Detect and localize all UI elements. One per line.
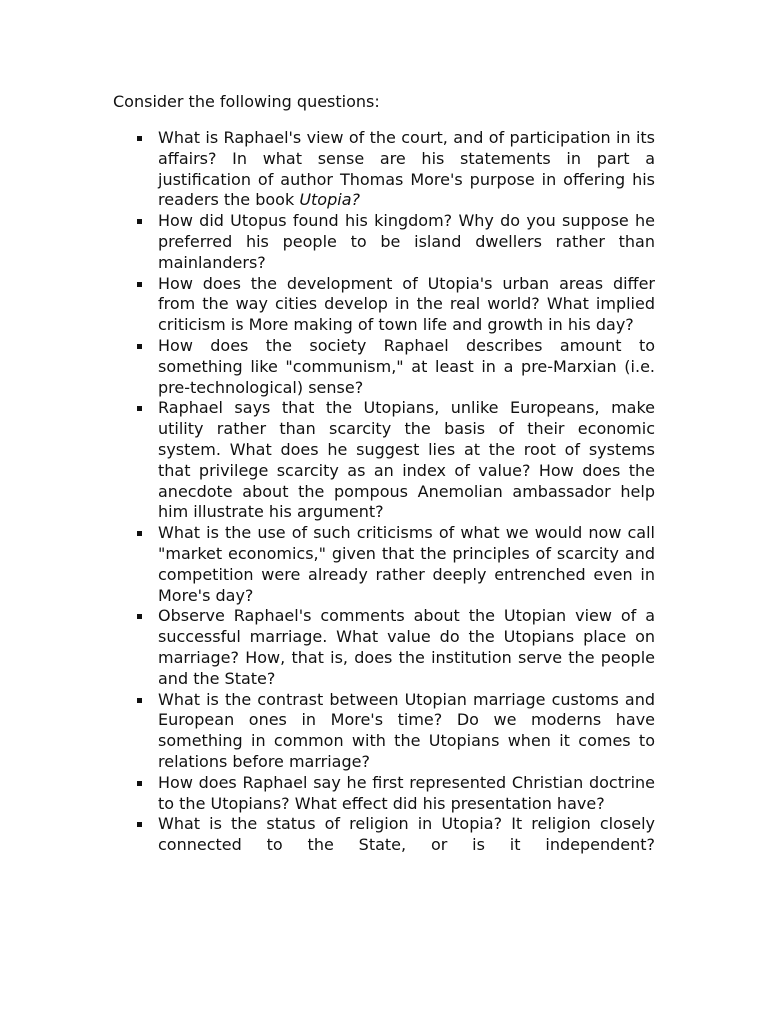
question-item bbox=[135, 211, 655, 273]
question-text: What is the status of religion in Utopia? It religion closely connected to the State, or is it independent? bbox=[158, 814, 655, 855]
question-item bbox=[135, 128, 655, 211]
question-item bbox=[135, 523, 655, 606]
square-bullet-icon bbox=[137, 781, 142, 786]
square-bullet-icon bbox=[137, 698, 142, 703]
question-text: What is the use of such criticisms of what we would now call "market economics," given that the principles of scarcity and competition were already rather deeply entrenched even in More's day? bbox=[158, 523, 655, 605]
question-text: How does Raphael say he first represented Christian doctrine to the Utopians? What effect did his presentation have? bbox=[158, 772, 655, 813]
question-text: What is Raphael's view of the court, and of participation in its affairs? In what sense are his statements in part a justification of author Thomas More's purpose in offering his readers the book bbox=[158, 128, 655, 210]
question-item bbox=[135, 690, 655, 773]
question-item bbox=[135, 814, 655, 856]
question-text: How does the society Raphael describes amount to something like "communism," at least in a pre-Marxian (i.e. pre-technological) sense? bbox=[158, 335, 655, 397]
square-bullet-icon bbox=[137, 406, 142, 411]
square-bullet-icon bbox=[137, 219, 142, 224]
question-item bbox=[135, 773, 655, 815]
square-bullet-icon bbox=[137, 531, 142, 536]
question-item bbox=[135, 274, 655, 336]
square-bullet-icon bbox=[137, 614, 142, 619]
question-text: Observe Raphael's comments about the Utopian view of a successful marriage. What value do the Utopians place on marriage? How, that is, does the institution serve the people and the State? bbox=[158, 606, 655, 688]
square-bullet-icon bbox=[137, 282, 142, 287]
question-item bbox=[135, 398, 655, 523]
question-text: How does the development of Utopia's urban areas differ from the way cities develop in the real world? What implied criticism is More making of town life and growth in his day? bbox=[158, 273, 655, 335]
intro-text: Consider the following questions: bbox=[113, 92, 380, 111]
question-text: What is the contrast between Utopian marriage customs and European ones in More's time? Do we moderns have something in common with the Utopians when it comes to relations before marriage? bbox=[158, 689, 655, 771]
square-bullet-icon bbox=[137, 136, 142, 141]
question-item bbox=[135, 606, 655, 689]
question-text: Raphael says that the Utopians, unlike Europeans, make utility rather than scarcity the basis of their economic system. What does he suggest lies at the root of systems that privilege scarcity as an index of value? How does the anecdote about the pompous Anemolian ambassador help him illustrate his argument? bbox=[158, 398, 655, 522]
question-list bbox=[135, 128, 655, 856]
book-title-italic: Utopia? bbox=[299, 190, 360, 210]
square-bullet-icon bbox=[137, 822, 142, 827]
question-text: How did Utopus found his kingdom? Why do you suppose he preferred his people to be island dwellers rather than mainlanders? bbox=[158, 211, 655, 272]
question-item bbox=[135, 336, 655, 398]
square-bullet-icon bbox=[137, 344, 142, 349]
